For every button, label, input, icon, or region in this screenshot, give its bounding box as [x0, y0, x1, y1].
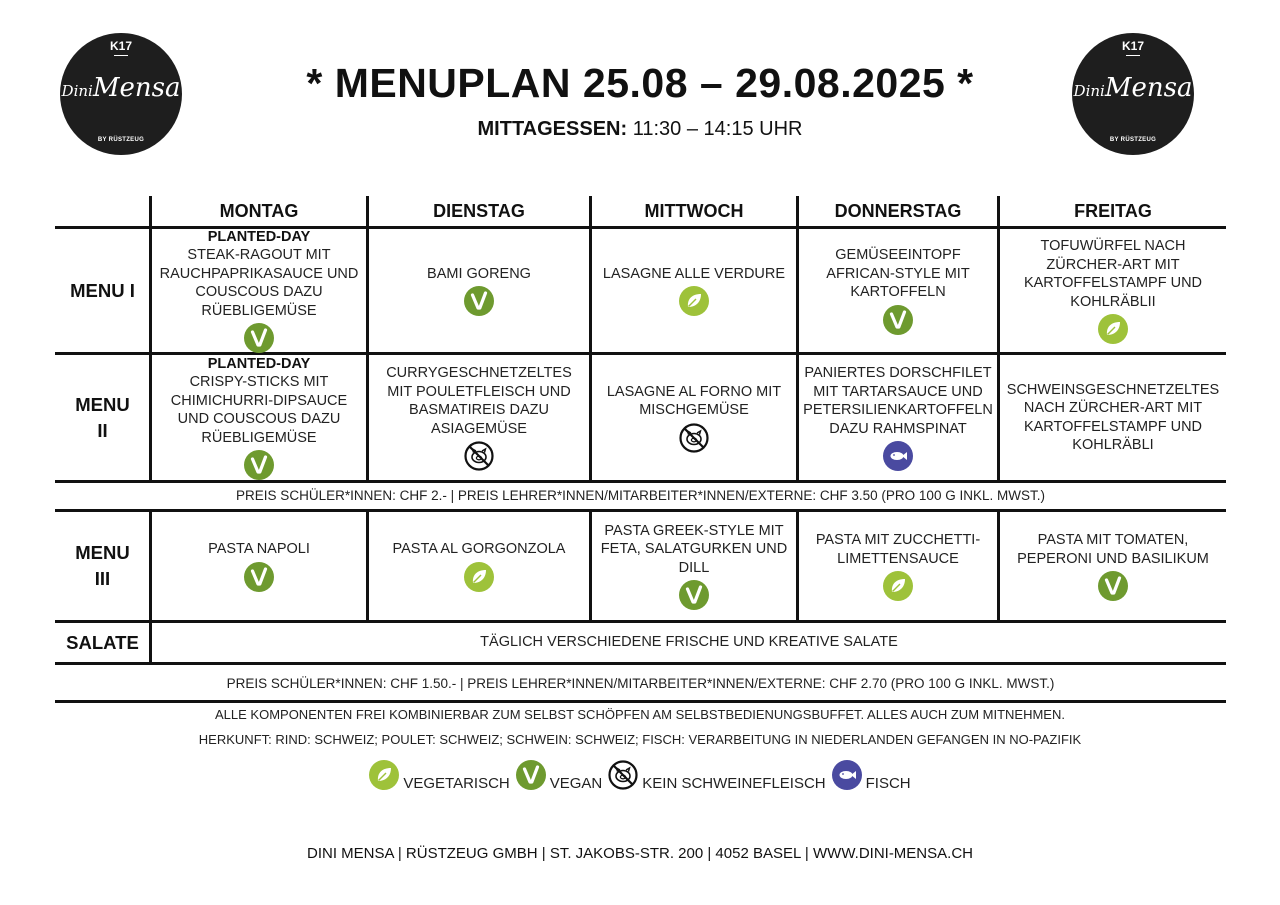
- row-header-salate: SALATE: [66, 631, 139, 653]
- vegan-icon: [244, 562, 274, 592]
- price-info-menu: PREIS SCHÜLER*INNEN: CHF 2.- | PREIS LEHRER*INNEN/MITARBEITER*INNEN/EXTERNE: CHF 3.50 (PRO 100 G INKL. MWST.): [236, 488, 1045, 503]
- no-pork-icon: [464, 441, 494, 471]
- vegetarian-icon: [679, 286, 709, 316]
- dish-text: BAMI GORENG: [427, 265, 531, 282]
- vegan-icon: [883, 305, 913, 335]
- day-header-montag: MONTAG: [219, 200, 299, 221]
- logo-k17: K17: [1121, 39, 1144, 53]
- planted-day-label: PLANTED-DAY: [207, 228, 311, 245]
- no-pork-icon: [608, 760, 638, 790]
- vegan-icon: [1098, 571, 1128, 601]
- icon-legend: [0, 757, 1280, 790]
- page-subtitle: MITTAGESSEN: 11:30 – 14:15 UHR: [477, 118, 803, 140]
- vegetarian-icon: [883, 571, 913, 601]
- dish-text: CURRYGESCHNETZELTES MIT POULETFLEISCH UND BASMATIREIS DAZU ASIAGEMÜSE: [386, 365, 572, 437]
- dish-text: PANIERTES DORSCHFILET MIT TARTARSAUCE UND PETERSILIENKARTOFFELN DAZU RAHMSPINAT: [803, 365, 993, 437]
- dish-text: PASTA MIT TOMATEN, PEPERONI UND BASILIKUM: [1017, 532, 1209, 567]
- legend-item-vegan: [516, 757, 603, 790]
- dish-text: LASAGNE AL FORNO MIT MISCHGEMÜSE: [606, 383, 782, 418]
- day-header-dienstag: DIENSTAG: [433, 200, 525, 221]
- footer-origin: HERKUNFT: RIND: SCHWEIZ; POULET: SCHWEIZ; SCHWEIN: SCHWEIZ; FISCH: VERARBEITUNG IN NIEDERLANDEN GEFANGEN IN NO-PAZIFIK: [198, 732, 1082, 747]
- menu2-cell-montag: [156, 355, 362, 480]
- fish-icon: [832, 760, 862, 790]
- table-rule: [55, 700, 1226, 703]
- dish-text: CRISPY-STICKS MIT CHIMICHURRI-DIPSAUCE UND COUSCOUS DAZU RÜEBLIGEMÜSE: [170, 374, 348, 446]
- vegetarian-icon: [464, 562, 494, 592]
- vegan-icon: [244, 450, 274, 480]
- logo-brand: DiniMensa: [1073, 73, 1193, 103]
- menu3-cell-montag: [156, 512, 362, 620]
- menu2-cell-mittwoch: [596, 355, 792, 480]
- table-rule: [55, 480, 1226, 483]
- vegan-icon: [679, 580, 709, 610]
- planted-day-label: PLANTED-DAY: [207, 355, 311, 372]
- table-rule: [55, 662, 1226, 665]
- menu1-cell-montag: [156, 229, 362, 352]
- dish-text: LASAGNE ALLE VERDURE: [602, 265, 786, 282]
- logo-by: BY RÜSTZEUG: [97, 137, 145, 143]
- legend-item-no-pork: [608, 757, 825, 790]
- row-header-menu-3: MENU III: [75, 542, 130, 589]
- legend-label: FISCH: [865, 775, 911, 792]
- legend-label: KEIN SCHWEINEFLEISCH: [642, 775, 826, 792]
- menu2-cell-dienstag: [373, 355, 585, 480]
- vegan-icon: [464, 286, 494, 316]
- dish-text: GEMÜSEEINTOPF AFRICAN-STYLE MIT KARTOFFELN: [826, 247, 970, 301]
- page-title: * MENUPLAN 25.08 – 29.08.2025 *: [306, 60, 974, 106]
- dish-text: TOFUWÜRFEL NACH ZÜRCHER-ART MIT KARTOFFELSTAMPF UND KOHLRÄBLII: [1023, 238, 1203, 310]
- legend-item-fish: [832, 757, 911, 790]
- menu3-cell-mittwoch: [596, 512, 792, 620]
- price-info-salate: PREIS SCHÜLER*INNEN: CHF 1.50.- | PREIS LEHRER*INNEN/MITARBEITER*INNEN/EXTERNE: CHF 2.70 (PRO 100 G INKL. MWST.): [226, 676, 1055, 691]
- menu3-cell-freitag: [1004, 512, 1222, 620]
- dish-text: STEAK-RAGOUT MIT RAUCHPAPRIKASAUCE UND COUSCOUS DAZU RÜEBLIGEMÜSE: [159, 247, 359, 319]
- dish-text: PASTA GREEK-STYLE MIT FETA, SALATGURKEN UND DILL: [600, 522, 788, 576]
- menu1-cell-freitag: [1004, 229, 1222, 352]
- dish-text: SCHWEINSGESCHNETZELTES NACH ZÜRCHER-ART MIT KARTOFFELSTAMPF UND KOHLRÄBLI: [1006, 381, 1220, 453]
- legend-item-vegetarian: [369, 757, 509, 790]
- footer-note: ALLE KOMPONENTEN FREI KOMBINIERBAR ZUM SELBST SCHÖPFEN AM SELBSTBEDIENUNGSBUFFET. ALLES AUCH ZUM MITNEHMEN.: [215, 707, 1065, 722]
- dish-text: PASTA MIT ZUCCHETTI-LIMETTENSAUCE: [815, 532, 981, 567]
- menu1-cell-dienstag: [373, 229, 585, 352]
- menu1-cell-mittwoch: [596, 229, 792, 352]
- fish-icon: [883, 441, 913, 471]
- no-pork-icon: [679, 423, 709, 453]
- vegan-icon: [516, 760, 546, 790]
- vegetarian-icon: [369, 760, 399, 790]
- day-header-freitag: FREITAG: [1074, 200, 1152, 221]
- vegan-icon: [244, 323, 274, 353]
- dish-text: PASTA NAPOLI: [208, 541, 310, 558]
- salate-cell: TÄGLICH VERSCHIEDENE FRISCHE UND KREATIVE SALATE: [480, 634, 898, 651]
- dish-text: PASTA AL GORGONZOLA: [392, 541, 566, 558]
- day-header-donnerstag: DONNERSTAG: [834, 200, 962, 221]
- day-header-mittwoch: MITTWOCH: [644, 200, 744, 221]
- footer-address: DINI MENSA | RÜSTZEUG GMBH | ST. JAKOBS-STR. 200 | 4052 BASEL | WWW.DINI-MENSA.CH: [307, 845, 973, 862]
- menu2-cell-donnerstag: [803, 355, 993, 480]
- menu3-cell-donnerstag: [803, 512, 993, 620]
- logo-by: BY RÜSTZEUG: [1109, 137, 1157, 143]
- row-header-menu-1: MENU I: [70, 279, 135, 301]
- row-header-menu-2: MENU II: [75, 393, 130, 441]
- logo-k17: K17: [109, 39, 132, 53]
- vegetarian-icon: [1098, 314, 1128, 344]
- legend-label: VEGAN: [549, 775, 603, 792]
- legend-label: VEGETARISCH: [403, 775, 510, 792]
- menu3-cell-dienstag: [373, 512, 585, 620]
- logo-brand: DiniMensa: [61, 73, 181, 103]
- menu2-cell-freitag: [1004, 355, 1222, 480]
- menu1-cell-donnerstag: [803, 229, 993, 352]
